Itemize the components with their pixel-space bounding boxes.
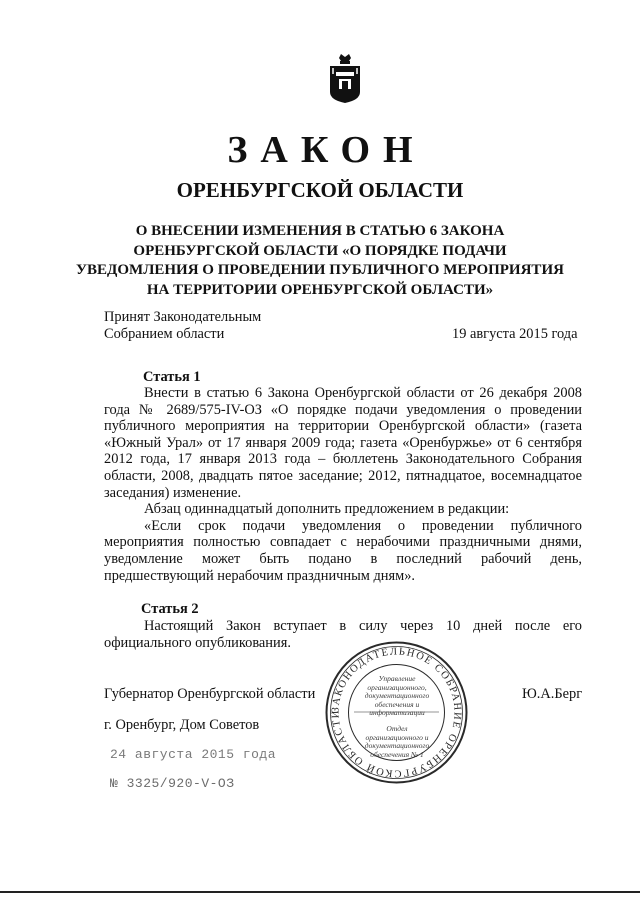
- seal-outer-text: ЗАКОНОДАТЕЛЬНОЕ СОБРАНИЕ ОРЕНБУРГСКОЙ ОБЛАСТИ: [330, 646, 463, 779]
- registration-number-stamp: № 3325/920-V-ОЗ: [110, 776, 235, 791]
- article-1-paragraph: Внести в статью 6 Закона Оренбургской области от 26 декабря 2008 года № 2689/575-IV-ОЗ «О порядке подачи уведомления о проведении публичного мероприятия на территории Оренбургской области» (газета «Южный Урал» от 17 января 2009 года; газета «Оренбуржье» от 6 сентября 2012 года, 17 января 2013 года – бюллетень Законодательного Собрания области, 2008, двадцать пятое заседание; 2012, пятнадцатое, восемнадцатое заседания) изменение.: [104, 385, 582, 501]
- adoption-note: [104, 309, 261, 342]
- signer-name: Ю.А.Берг: [522, 686, 583, 702]
- seal-inner-bottom: Отдел организационного и документационного обеспечения № 1: [364, 724, 430, 759]
- article-1-heading: Статья 1: [143, 369, 201, 385]
- seal-inner-top: Управление организационного, документационного обеспечения и информатизации: [364, 674, 430, 717]
- article-1-body: [104, 385, 582, 584]
- about-line: УВЕДОМЛЕНИЯ О ПРОВЕДЕНИИ ПУБЛИЧНОГО МЕРОПРИЯТИЯ: [76, 262, 564, 278]
- registration-date-stamp: 24 августа 2015 года: [110, 747, 277, 762]
- about-line: ОРЕНБУРГСКОЙ ОБЛАСТИ «О ПОРЯДКЕ ПОДАЧИ: [133, 242, 507, 259]
- article-1-paragraph: «Если срок подачи уведомления о проведении публичного мероприятия полностью совпадает с нерабочими праздничными днями, уведомление может быть подано в последний рабочий день, предшествующий нерабочим праздничным дням».: [104, 517, 582, 584]
- about-line: О ВНЕСЕНИИ ИЗМЕНЕНИЯ В СТАТЬЮ 6 ЗАКОНА: [135, 223, 505, 239]
- adoption-date: 19 августа 2015 года: [452, 326, 578, 342]
- law-title: ЗАКОН: [227, 129, 426, 171]
- signing-place: г. Оренбург, Дом Советов: [104, 717, 260, 733]
- article-2-heading: Статья 2: [141, 601, 199, 617]
- article-2-paragraph: Настоящий Закон вступает в силу через 10 дней после его официального опубликования.: [104, 618, 582, 651]
- scan-edge-divider: [0, 891, 640, 893]
- about-line: НА ТЕРРИТОРИИ ОРЕНБУРГСКОЙ ОБЛАСТИ»: [146, 281, 494, 298]
- governor-title: Губернатор Оренбургской области: [104, 686, 316, 702]
- adopted-line: Собранием области: [104, 325, 225, 342]
- law-subtitle: ОРЕНБУРГСКОЙ ОБЛАСТИ: [176, 178, 464, 202]
- adopted-line: Принят Законодательным: [104, 309, 262, 325]
- coat-of-arms-icon: [327, 52, 363, 104]
- law-about: [0, 222, 640, 300]
- article-1-paragraph: Абзац одиннадцатый дополнить предложением в редакции:: [144, 501, 510, 518]
